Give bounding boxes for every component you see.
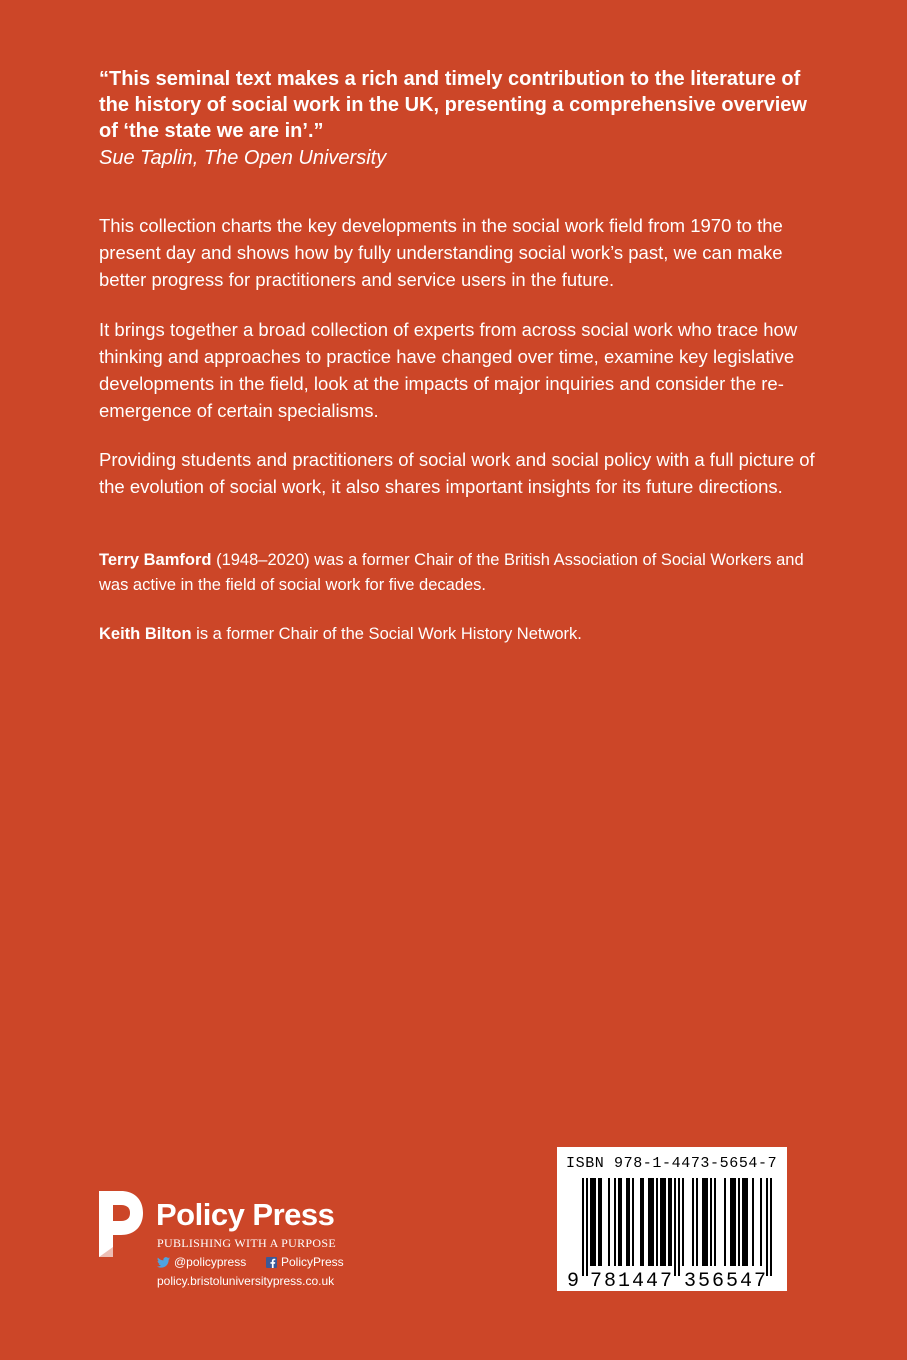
barcode-digit: 7 — [754, 1270, 767, 1291]
barcode-bar — [660, 1178, 662, 1266]
description-paragraph: It brings together a broad collection of experts from across social work who trace how thinking and approaches to practice have changed over time, examine key legislative developments in the field, look at the impacts of major inquiries and consider the re-emergence of certain specialisms. — [99, 319, 798, 421]
barcode-bar — [704, 1178, 706, 1266]
barcode-bar — [656, 1178, 658, 1266]
isbn-label: ISBN 978-1-4473-5654-7 — [566, 1155, 778, 1172]
barcode-bar — [650, 1178, 652, 1266]
barcode-bar — [600, 1178, 602, 1266]
barcode-bar — [598, 1178, 600, 1266]
barcode-digit: 6 — [712, 1270, 725, 1291]
barcode-bar — [682, 1178, 684, 1266]
barcode-bar — [674, 1178, 676, 1276]
barcode-bar — [614, 1178, 616, 1266]
barcode-bar — [724, 1178, 726, 1266]
description-paragraph: This collection charts the key developments in the social work field from 1970 to the present day and shows how by fully understanding social work’s past, we can make better progress for practitioners and service users in the future. — [99, 215, 783, 290]
barcode-digit: 3 — [684, 1270, 697, 1291]
barcode-bar — [696, 1178, 698, 1266]
barcode-bar — [706, 1178, 708, 1266]
barcode-bar — [632, 1178, 634, 1266]
barcode-bar — [670, 1178, 672, 1266]
barcode-bar — [770, 1178, 772, 1276]
barcode-digit: 4 — [632, 1270, 645, 1291]
barcode-bar — [702, 1178, 704, 1266]
barcode-bar — [766, 1178, 768, 1276]
barcode-bar — [620, 1178, 622, 1266]
barcode-bar — [586, 1178, 588, 1276]
barcode-bar — [608, 1178, 610, 1266]
publisher-website: policy.bristoluniversitypress.co.uk — [157, 1274, 335, 1288]
barcode-bar — [662, 1178, 664, 1266]
barcode-bar — [760, 1178, 762, 1266]
publisher-tagline: PUBLISHING WITH A PURPOSE — [157, 1236, 336, 1250]
barcode-bar — [590, 1178, 592, 1266]
barcode-bar — [640, 1178, 642, 1266]
barcode-bar — [664, 1178, 666, 1266]
barcode-digit: 5 — [726, 1270, 739, 1291]
policy-press-logo-icon — [97, 1189, 145, 1259]
barcode-bar — [714, 1178, 716, 1266]
barcode-bar — [668, 1178, 670, 1266]
barcode-digit: 9 — [567, 1270, 580, 1291]
barcode-bar — [628, 1178, 630, 1266]
barcode-bar — [732, 1178, 734, 1266]
barcode-bar — [692, 1178, 694, 1266]
barcode-bar — [652, 1178, 654, 1266]
barcode-bar — [642, 1178, 644, 1266]
endorsement-attribution: Sue Taplin, The Open University — [99, 147, 387, 169]
barcode-bar — [582, 1178, 584, 1276]
barcode-digit: 7 — [660, 1270, 673, 1291]
author-name: Terry Bamford — [99, 551, 212, 569]
author-name: Keith Bilton — [99, 625, 192, 643]
twitter-handle-text: @policypress — [174, 1255, 247, 1269]
barcode-bar — [738, 1178, 740, 1266]
barcode-bar — [742, 1178, 744, 1266]
barcode-digit: 8 — [604, 1270, 617, 1291]
facebook-handle-text: PolicyPress — [281, 1255, 344, 1269]
isbn-barcode — [557, 1147, 787, 1291]
twitter-handle — [157, 1254, 246, 1270]
barcode-bar — [618, 1178, 620, 1266]
barcode-digit: 4 — [740, 1270, 753, 1291]
description-paragraph: Providing students and practitioners of social work and social policy with a full picture of the evolution of social work, it also shares important insights for its future directions. — [99, 449, 815, 497]
barcode-digit: 4 — [646, 1270, 659, 1291]
endorsement-quote: “This seminal text makes a rich and timely contribution to the literature of the history of social work in the UK, presenting a comprehensive overview of ‘the state we are in’.” — [99, 68, 807, 142]
barcode-bar — [710, 1178, 712, 1266]
author-bio — [99, 548, 819, 598]
barcode-bar — [730, 1178, 732, 1266]
barcode-bar — [744, 1178, 746, 1266]
author-bio-text: (1948–2020) was a former Chair of the British Association of Social Workers and was active in the field of social work for five decades. — [99, 551, 804, 594]
publisher-name: Policy Press — [156, 1197, 335, 1232]
barcode-bar — [594, 1178, 596, 1266]
barcode-bars — [557, 1147, 787, 1291]
twitter-bird-icon — [157, 1257, 170, 1268]
barcode-digit: 5 — [698, 1270, 711, 1291]
barcode-bar — [746, 1178, 748, 1266]
barcode-bar — [678, 1178, 680, 1276]
barcode-digit: 7 — [590, 1270, 603, 1291]
barcode-bar — [648, 1178, 650, 1266]
facebook-icon — [266, 1257, 277, 1268]
author-bio — [99, 622, 819, 647]
barcode-digit: 1 — [618, 1270, 631, 1291]
facebook-handle — [266, 1254, 344, 1270]
barcode-bar — [592, 1178, 594, 1266]
author-bio-text: is a former Chair of the Social Work History Network. — [191, 625, 582, 643]
barcode-bar — [752, 1178, 754, 1266]
barcode-bar — [626, 1178, 628, 1266]
barcode-bar — [734, 1178, 736, 1266]
